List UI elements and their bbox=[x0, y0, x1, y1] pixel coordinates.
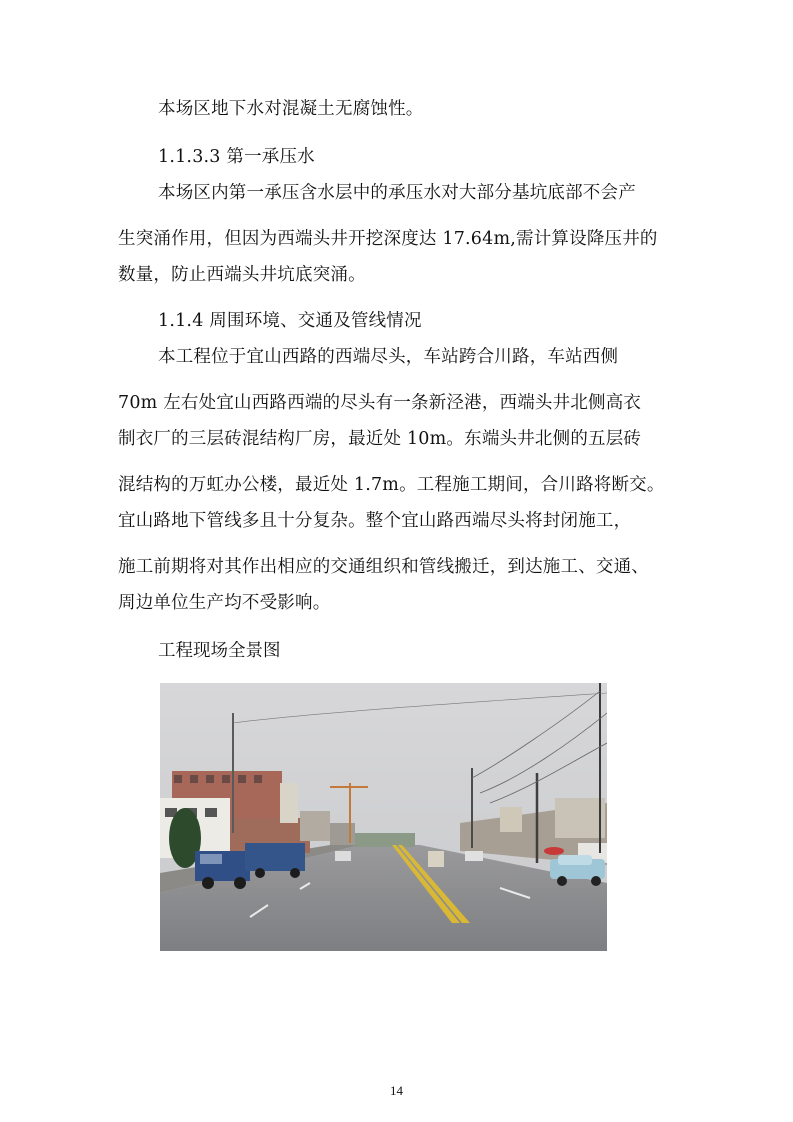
paragraph-groundwater: 本场区地下水对混凝土无腐蚀性。 bbox=[158, 99, 424, 119]
paragraph-line: 混结构的万虹办公楼，最近处 1.7m。工程施工期间，合川路将断交。 bbox=[118, 475, 665, 495]
paragraph-line: 周边单位生产均不受影响。 bbox=[118, 593, 331, 613]
paragraph-line: 70m 左右处宜山西路西端的尽头有一条新泾港，西端头井北侧高衣 bbox=[118, 393, 642, 413]
page-number: 14 bbox=[390, 1083, 403, 1098]
figure-caption: 工程现场全景图 bbox=[158, 641, 281, 661]
paragraph-line: 制衣厂的三层砖混结构厂房，最近处 10m。东端头井北侧的五层砖 bbox=[118, 429, 642, 449]
paragraph-line: 宜山路地下管线多且十分复杂。整个宜山路西端尽头将封闭施工， bbox=[118, 511, 632, 531]
paragraph-line: 生突涌作用，但因为西端头井开挖深度达 17.64m,需计算设降压井的 bbox=[118, 229, 658, 249]
site-panorama-photo bbox=[160, 683, 607, 951]
paragraph-line: 数量，防止西端头井坑底突涌。 bbox=[118, 265, 366, 285]
paragraph-line: 施工前期将对其作出相应的交通组织和管线搬迁，到达施工、交通、 bbox=[118, 557, 649, 577]
paragraph-line: 本工程位于宜山西路的西端尽头，车站跨合川路，车站西侧 bbox=[158, 347, 619, 367]
heading-1-1-4: 1.1.4 周围环境、交通及管线情况 bbox=[158, 311, 422, 331]
paragraph-line: 本场区内第一承压含水层中的承压水对大部分基坑底部不会产 bbox=[158, 183, 636, 203]
heading-1-1-3-3: 1.1.3.3 第一承压水 bbox=[158, 147, 315, 167]
